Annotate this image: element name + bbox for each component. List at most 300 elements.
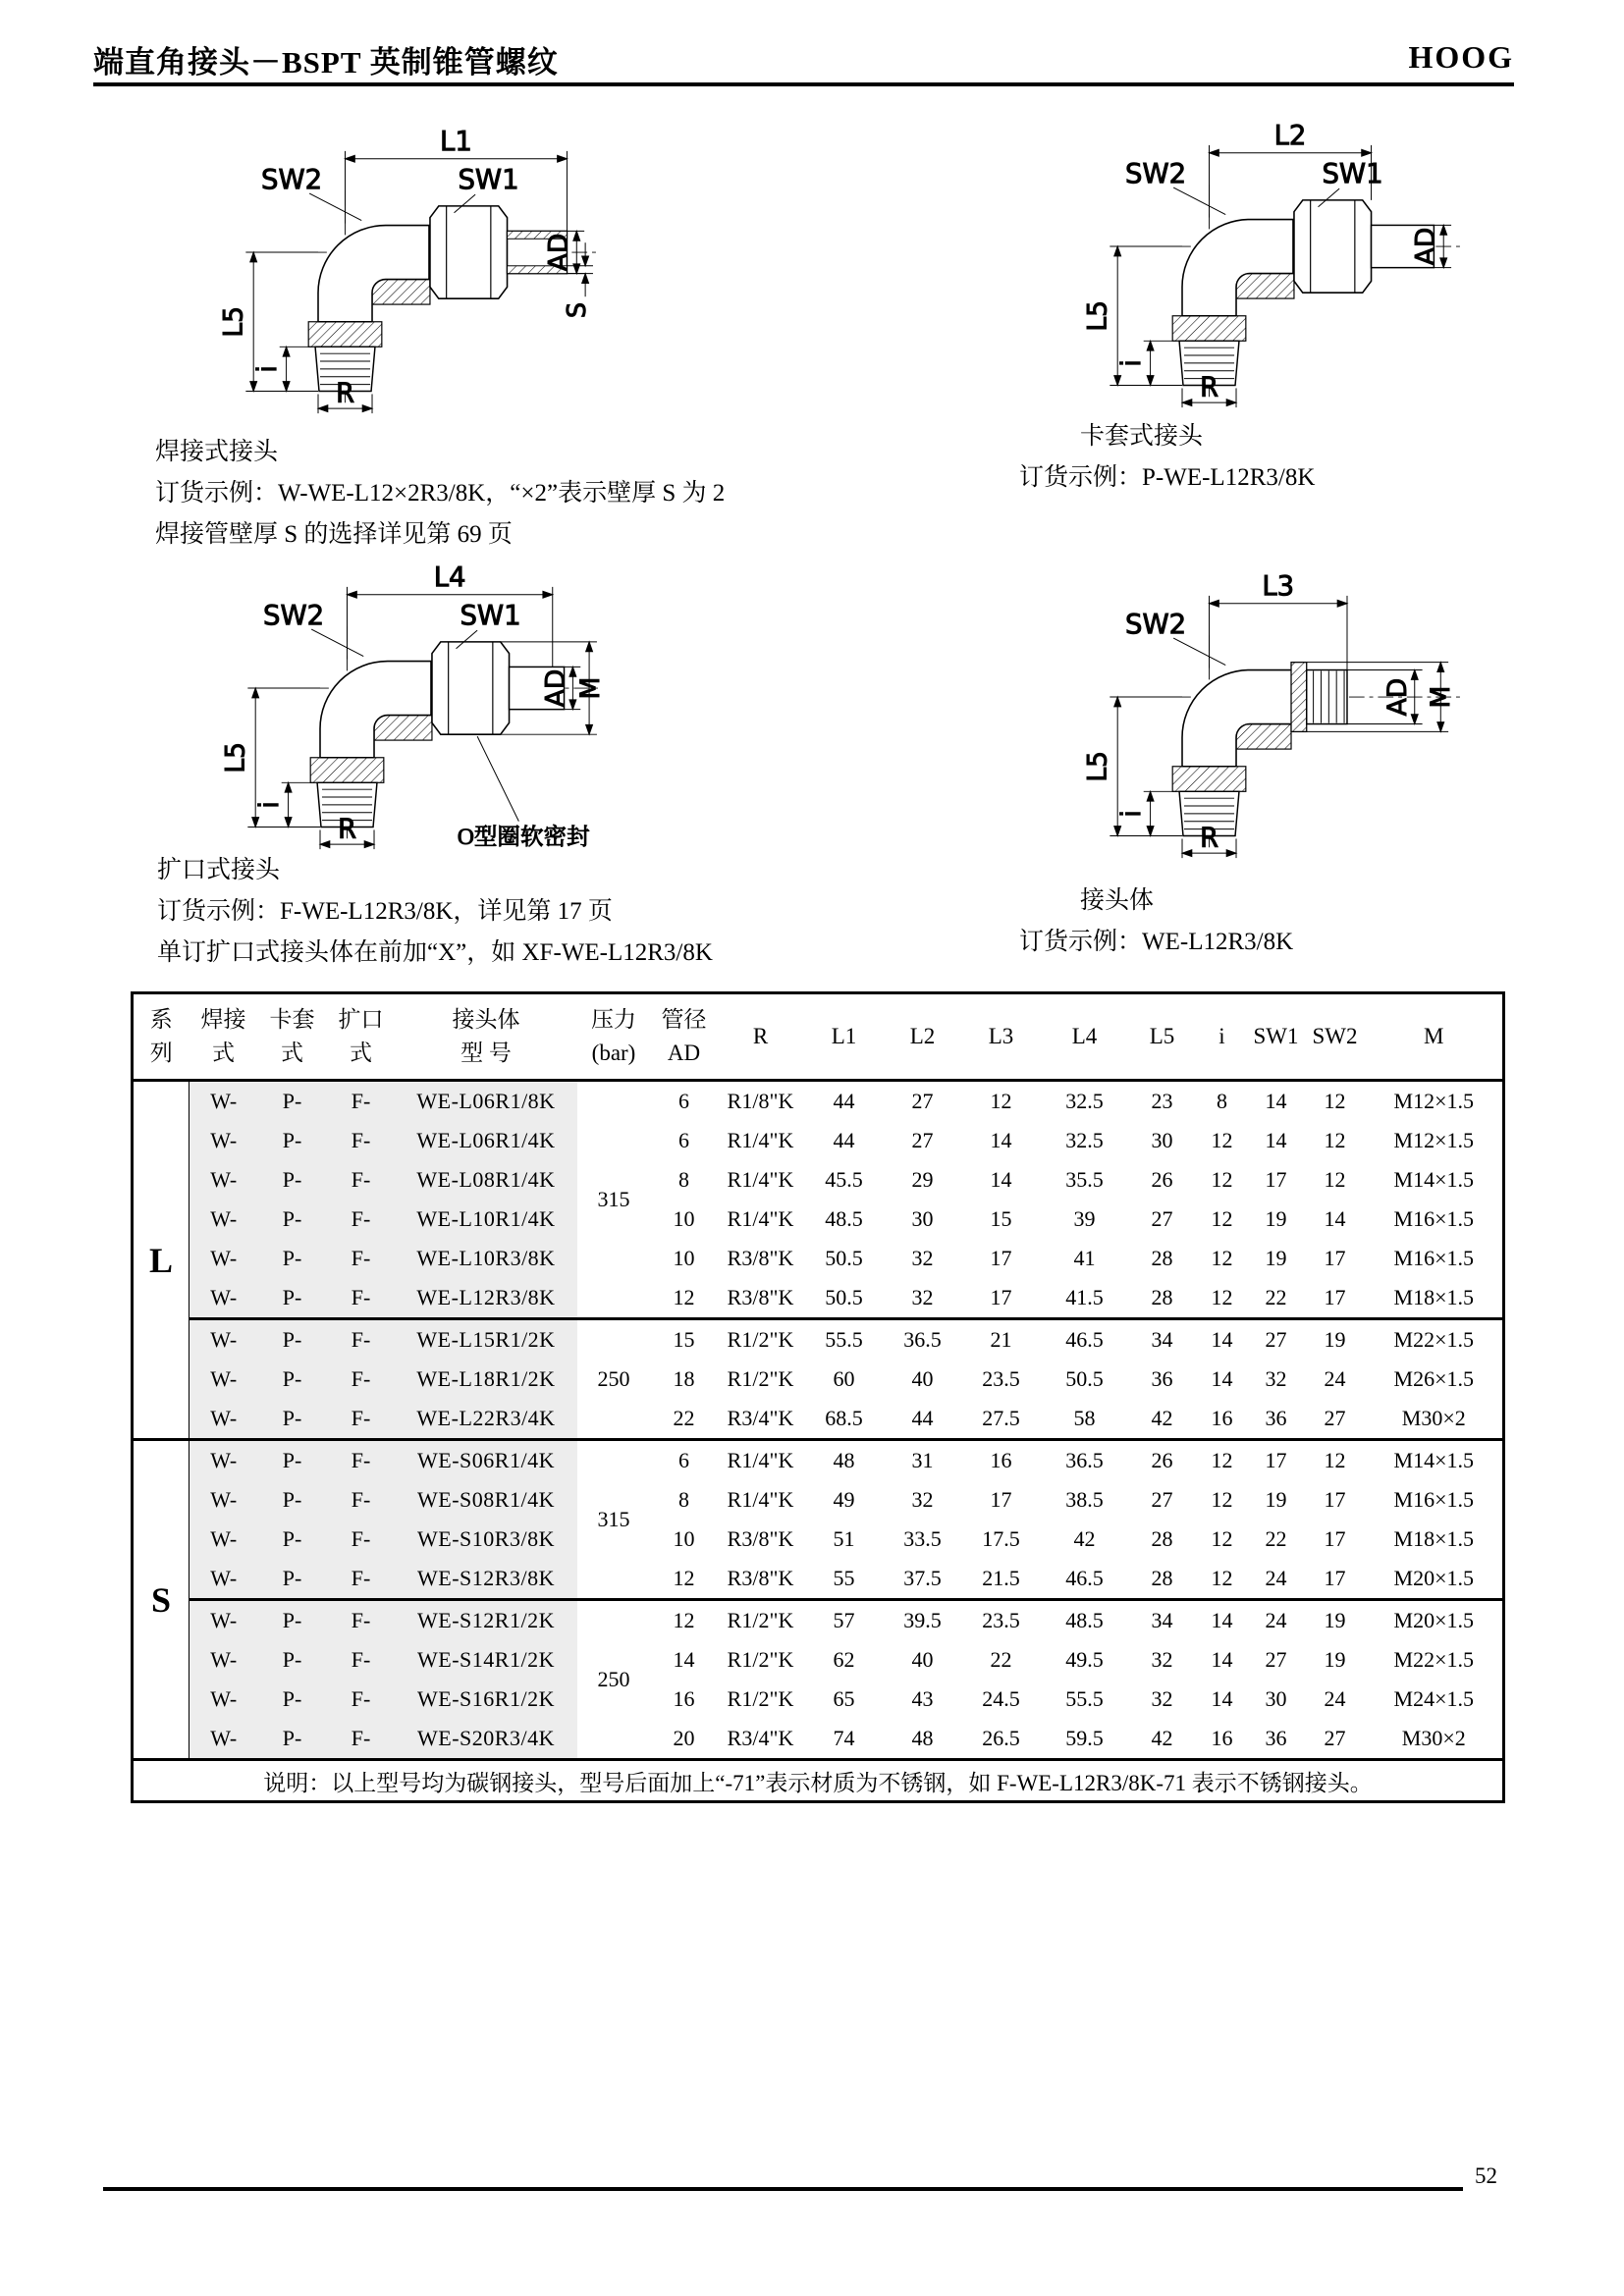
col-header	[327, 993, 396, 1081]
cell-pressure: 315	[577, 1440, 651, 1600]
cell-weld: W-	[189, 1239, 258, 1278]
cell-ferrule: P-	[258, 1200, 327, 1239]
dim-label: L5	[220, 741, 251, 774]
dim-label: L5	[218, 305, 249, 338]
cell-l3: 17	[990, 1487, 1012, 1512]
cell-r: R3/8"K	[727, 1566, 794, 1590]
cell-l4: 32.5	[1065, 1089, 1104, 1113]
elbow-tube	[1182, 220, 1293, 316]
sw2-label: SW2	[263, 600, 325, 632]
cell-ferrule: P-	[258, 1239, 327, 1278]
caption-line: 焊接式接头	[155, 439, 279, 465]
cell-ad: 20	[673, 1726, 695, 1750]
cell-sw1: 27	[1248, 1319, 1305, 1361]
cell-model: WE-S16R1/2K	[396, 1680, 577, 1719]
cell-weld: W-	[189, 1559, 258, 1600]
table-row	[133, 1121, 1504, 1160]
diagram-drawing-welded	[137, 90, 609, 418]
cell-l3: 14	[990, 1167, 1012, 1192]
cell-i: 12	[1211, 1566, 1233, 1590]
cell-model: WE-L10R3/8K	[396, 1239, 577, 1278]
cell-l2: 32	[911, 1246, 934, 1270]
cell-ad: 6	[678, 1128, 689, 1152]
cell-ad: 16	[673, 1686, 695, 1711]
cell-l2: 30	[911, 1206, 934, 1231]
cell-ad: 6	[651, 1440, 718, 1481]
cell-sw2: 19	[1305, 1600, 1366, 1641]
cell-l4: 59.5	[1065, 1726, 1104, 1750]
cell-model: WE-L06R1/8K	[396, 1081, 577, 1122]
elbow-tube	[1182, 670, 1293, 767]
table-row	[133, 1559, 1504, 1600]
dim-label: R	[1199, 371, 1219, 403]
cell-i: 12	[1211, 1526, 1233, 1551]
cell-flare: F-	[327, 1278, 396, 1319]
cell-l5: 27	[1151, 1206, 1173, 1231]
dim-label: R	[1199, 822, 1219, 854]
dim-label: R	[337, 813, 357, 845]
cell-sw1: 36	[1265, 1726, 1287, 1750]
cell-l5: 28	[1151, 1526, 1173, 1551]
cell-l2: 29	[911, 1167, 934, 1192]
cell-r: R1/2"K	[727, 1366, 794, 1391]
cell-l1: 50.5	[825, 1285, 863, 1309]
cell-l5: 27	[1151, 1487, 1173, 1512]
cell-r: R1/2"K	[727, 1686, 794, 1711]
caption-line: 订货示例：P-WE-L12R3/8K	[1019, 464, 1316, 491]
cell-flare: F-	[327, 1360, 396, 1399]
cell-l5: 34	[1128, 1319, 1197, 1361]
cell-ad: 10	[673, 1246, 695, 1270]
cell-weld: W-	[189, 1680, 258, 1719]
cell-l4: 50.5	[1065, 1366, 1104, 1391]
dim-label: S	[563, 301, 593, 319]
diagram-caption	[1019, 416, 1315, 499]
col-header-line: 系	[149, 1007, 173, 1032]
cell-l3: 21.5	[982, 1566, 1020, 1590]
cell-l5: 26	[1128, 1440, 1197, 1481]
col-header-line: 压力	[591, 1007, 636, 1032]
cell-sw2: 24	[1324, 1366, 1346, 1391]
cell-m: M26×1.5	[1393, 1366, 1474, 1391]
cell-flare: F-	[327, 1081, 396, 1122]
cell-model: WE-L15R1/2K	[396, 1319, 577, 1361]
cell-l2: 40	[911, 1647, 934, 1672]
cell-l2: 32	[911, 1487, 934, 1512]
col-header	[718, 993, 804, 1081]
cell-l4: 32.5	[1065, 1128, 1104, 1152]
cell-model: WE-L22R3/4K	[396, 1399, 577, 1440]
cell-weld: W-	[189, 1121, 258, 1160]
cell-l5: 42	[1151, 1726, 1173, 1750]
cell-ad: 10	[673, 1206, 695, 1231]
hex-nut	[430, 206, 508, 298]
cell-l1: 48	[804, 1440, 885, 1481]
table-note: 说明：以上型号均为碳钢接头，型号后面加上“-71”表示材质为不锈钢，如 F-WE-L12R3/8K-71 表示不锈钢接头。	[133, 1760, 1504, 1802]
cell-ferrule: P-	[258, 1319, 327, 1361]
col-header-line: 式	[281, 1041, 303, 1065]
dim-label: M	[1426, 685, 1457, 709]
col-header-line: L1	[831, 1024, 857, 1048]
col-header-line: 扩口	[338, 1007, 384, 1032]
cell-model: WE-S20R3/4K	[396, 1719, 577, 1760]
cell-ferrule: P-	[258, 1480, 327, 1520]
table-row	[133, 1278, 1504, 1319]
cell-sw2: 12	[1324, 1167, 1346, 1192]
cell-m: M12×1.5	[1393, 1089, 1474, 1113]
cell-weld: W-	[189, 1278, 258, 1319]
cell-flare: F-	[327, 1640, 396, 1680]
cell-sw1: 30	[1265, 1686, 1287, 1711]
cell-flare: F-	[327, 1440, 396, 1481]
series-label: S	[133, 1440, 189, 1760]
cell-sw2: 27	[1324, 1406, 1346, 1430]
col-header-line: SW1	[1253, 1024, 1299, 1048]
table-row	[133, 1640, 1504, 1680]
col-header	[804, 993, 885, 1081]
cell-flare: F-	[327, 1200, 396, 1239]
caption-line: 焊接管壁厚 S 的选择详见第 69 页	[155, 521, 513, 548]
dim-label: L3	[1262, 569, 1295, 602]
cell-l2: 43	[911, 1686, 934, 1711]
cell-l1: 65	[833, 1686, 855, 1711]
caption-line: 订货示例：WE-L12R3/8K	[1019, 929, 1294, 955]
cell-m: M16×1.5	[1393, 1487, 1474, 1512]
cell-l2: 27	[911, 1089, 934, 1113]
cell-l3: 23.5	[961, 1600, 1042, 1641]
dim-label: L5	[1082, 299, 1113, 332]
col-header-line: R	[752, 1024, 769, 1048]
cell-ferrule: P-	[258, 1520, 327, 1559]
cell-weld: W-	[189, 1319, 258, 1361]
cell-model: WE-S10R3/8K	[396, 1520, 577, 1559]
col-header	[1128, 993, 1197, 1081]
cell-model: WE-S12R1/2K	[396, 1600, 577, 1641]
cell-l3: 17	[990, 1285, 1012, 1309]
cell-ferrule: P-	[258, 1640, 327, 1680]
cell-model: WE-L06R1/4K	[396, 1121, 577, 1160]
cell-ad: 8	[678, 1167, 689, 1192]
col-header-line: AD	[667, 1041, 701, 1065]
dim-label: L4	[433, 561, 466, 593]
cell-model: WE-L08R1/4K	[396, 1160, 577, 1200]
cell-l1: 62	[833, 1647, 855, 1672]
cell-m: M22×1.5	[1366, 1319, 1504, 1361]
cell-weld: W-	[189, 1360, 258, 1399]
cell-model: WE-S08R1/4K	[396, 1480, 577, 1520]
diagram-caption	[157, 850, 713, 974]
fitting-body	[1172, 767, 1246, 792]
caption-line: 单订扩口式接头体在前加“X”，如 XF-WE-L12R3/8K	[157, 939, 713, 966]
cell-weld: W-	[189, 1440, 258, 1481]
cell-l1: 45.5	[825, 1167, 863, 1192]
col-header	[961, 993, 1042, 1081]
cell-sw1: 22	[1265, 1285, 1287, 1309]
caption-line: 订货示例：F-WE-L12R3/8K，详见第 17 页	[157, 898, 613, 925]
cell-l1: 57	[804, 1600, 885, 1641]
table-row	[133, 1200, 1504, 1239]
cell-weld: W-	[189, 1600, 258, 1641]
cell-l3: 16	[961, 1440, 1042, 1481]
cell-l5: 26	[1151, 1167, 1173, 1192]
cell-sw2: 27	[1324, 1726, 1346, 1750]
oring-annotation: O型圈软密封	[457, 825, 590, 851]
sw1-label: SW1	[1322, 158, 1383, 190]
cell-ad: 8	[678, 1487, 689, 1512]
cell-r: R3/8"K	[727, 1285, 794, 1309]
cell-i: 14	[1197, 1319, 1248, 1361]
cell-ferrule: P-	[258, 1121, 327, 1160]
page-number: 52	[1475, 2163, 1497, 2188]
col-header-line: L4	[1071, 1024, 1098, 1048]
cell-m: M14×1.5	[1366, 1440, 1504, 1481]
cell-m: M30×2	[1401, 1406, 1466, 1430]
col-header-line: i	[1218, 1024, 1225, 1048]
cell-ad: 10	[673, 1526, 695, 1551]
cell-ferrule: P-	[258, 1081, 327, 1122]
cell-i: 12	[1211, 1128, 1233, 1152]
dim-label: L1	[440, 125, 472, 157]
cell-model: WE-L12R3/8K	[396, 1278, 577, 1319]
sw2-label: SW2	[261, 164, 323, 196]
col-header-line: 接头体	[452, 1007, 520, 1032]
col-header-line: 式	[350, 1041, 372, 1065]
dim-label: i	[1115, 359, 1147, 367]
diagram-drawing-ferrule	[1001, 84, 1473, 412]
cell-l4: 41.5	[1065, 1285, 1104, 1309]
cell-weld: W-	[189, 1520, 258, 1559]
cell-i: 16	[1211, 1726, 1233, 1750]
cell-ferrule: P-	[258, 1440, 327, 1481]
col-header-line: 管径	[661, 1007, 707, 1032]
cell-m: M16×1.5	[1393, 1246, 1474, 1270]
cell-model: WE-L10R1/4K	[396, 1200, 577, 1239]
cell-m: M20×1.5	[1393, 1566, 1474, 1590]
dim-label: M	[574, 676, 606, 700]
col-header	[133, 993, 189, 1081]
col-header-line: 卡套	[269, 1007, 315, 1032]
cell-m: M18×1.5	[1393, 1526, 1474, 1551]
cell-sw2: 19	[1324, 1647, 1346, 1672]
caption-line: 卡套式接头	[1080, 423, 1204, 450]
cell-l1: 55	[833, 1566, 855, 1590]
cell-ferrule: P-	[258, 1360, 327, 1399]
dim-label: i	[253, 801, 285, 809]
cell-sw2: 17	[1324, 1526, 1346, 1551]
table-row	[133, 1081, 1504, 1122]
table-row	[133, 1360, 1504, 1399]
cell-l4: 46.5	[1065, 1566, 1104, 1590]
cell-m: M24×1.5	[1393, 1686, 1474, 1711]
cell-flare: F-	[327, 1319, 396, 1361]
dim-label: AD	[540, 668, 571, 708]
cell-ad: 12	[673, 1566, 695, 1590]
col-header	[396, 993, 577, 1081]
sw1-label: SW1	[458, 164, 519, 196]
cell-ferrule: P-	[258, 1160, 327, 1200]
cell-flare: F-	[327, 1520, 396, 1559]
table-row	[133, 1319, 1504, 1361]
cell-m: M14×1.5	[1393, 1167, 1474, 1192]
cell-l4: 48.5	[1042, 1600, 1128, 1641]
col-header	[1197, 993, 1248, 1081]
cell-l4: 41	[1073, 1246, 1096, 1270]
col-header	[1305, 993, 1366, 1081]
cell-r: R1/4"K	[727, 1206, 794, 1231]
diagram-welded	[137, 90, 726, 548]
cell-l2: 33.5	[903, 1526, 942, 1551]
cell-i: 16	[1211, 1406, 1233, 1430]
caption-line: 订货示例：W-WE-L12×2R3/8K，“×2”表示壁厚 S 为 2	[155, 480, 726, 507]
cell-flare: F-	[327, 1600, 396, 1641]
table-row	[133, 1680, 1504, 1719]
cell-r: R3/8"K	[727, 1246, 794, 1270]
cell-ad: 22	[673, 1406, 695, 1430]
cell-r: R3/8"K	[727, 1526, 794, 1551]
cell-flare: F-	[327, 1399, 396, 1440]
table-note-row	[133, 1760, 1504, 1802]
cell-i: 8	[1217, 1089, 1227, 1113]
male-thread-end	[1307, 670, 1347, 724]
dim-label: AD	[543, 233, 574, 272]
cell-ferrule: P-	[258, 1600, 327, 1641]
cell-i: 12	[1211, 1246, 1233, 1270]
table-row	[133, 1719, 1504, 1760]
cell-l3: 14	[990, 1128, 1012, 1152]
cell-weld: W-	[189, 1200, 258, 1239]
cell-pressure: 250	[577, 1319, 651, 1440]
cell-sw1: 17	[1248, 1440, 1305, 1481]
fitting-body	[1172, 316, 1246, 342]
col-header	[1366, 993, 1504, 1081]
cell-l2: 40	[911, 1366, 934, 1391]
dim-label: R	[335, 377, 355, 409]
cell-sw2: 12	[1324, 1128, 1346, 1152]
cell-flare: F-	[327, 1121, 396, 1160]
cell-l3: 24.5	[982, 1686, 1020, 1711]
cell-sw2: 24	[1324, 1686, 1346, 1711]
cell-ad: 6	[678, 1089, 689, 1113]
cell-l4: 38.5	[1065, 1487, 1104, 1512]
cell-l5: 30	[1151, 1128, 1173, 1152]
cell-l2: 27	[911, 1128, 934, 1152]
cell-l2: 44	[911, 1406, 934, 1430]
cell-l3: 15	[990, 1206, 1012, 1231]
cell-flare: F-	[327, 1559, 396, 1600]
cell-ferrule: P-	[258, 1680, 327, 1719]
spec-table	[131, 991, 1505, 1803]
cell-i: 14	[1197, 1600, 1248, 1641]
table-row	[133, 1239, 1504, 1278]
cell-sw1: 24	[1248, 1600, 1305, 1641]
diagram-drawing-flare	[139, 526, 611, 854]
col-header-line: M	[1424, 1024, 1444, 1048]
cell-l5: 34	[1128, 1600, 1197, 1641]
cell-i: 12	[1211, 1487, 1233, 1512]
cell-l3: 17.5	[982, 1526, 1020, 1551]
cell-m: M16×1.5	[1393, 1206, 1474, 1231]
cell-i: 12	[1211, 1206, 1233, 1231]
cell-l5: 28	[1151, 1285, 1173, 1309]
sw2-label: SW2	[1125, 158, 1187, 190]
col-header-line: SW2	[1312, 1024, 1358, 1048]
cell-l5: 32	[1151, 1686, 1173, 1711]
elbow-tube	[320, 662, 431, 758]
col-header	[1042, 993, 1128, 1081]
cell-l4: 49.5	[1065, 1647, 1104, 1672]
cell-weld: W-	[189, 1480, 258, 1520]
cell-i: 12	[1197, 1440, 1248, 1481]
cell-ferrule: P-	[258, 1719, 327, 1760]
cell-m: M30×2	[1401, 1726, 1466, 1750]
dim-label: AD	[1410, 227, 1441, 266]
sw1-label: SW1	[460, 600, 521, 632]
col-header	[885, 993, 961, 1081]
collar	[1291, 663, 1307, 732]
cell-model: WE-S12R3/8K	[396, 1559, 577, 1600]
cell-l2: 32	[911, 1285, 934, 1309]
dim-label: i	[251, 365, 283, 373]
cell-weld: W-	[189, 1081, 258, 1122]
cell-l2: 31	[885, 1440, 961, 1481]
caption-line: 扩口式接头	[157, 857, 281, 883]
col-header	[1248, 993, 1305, 1081]
diagram-drawing-body	[1001, 535, 1473, 863]
cell-r: R1/4"K	[727, 1128, 794, 1152]
cell-l5: 28	[1151, 1566, 1173, 1590]
cell-sw2: 14	[1324, 1206, 1346, 1231]
table-row	[133, 1600, 1504, 1641]
cell-r: R1/2"K	[727, 1647, 794, 1672]
series-label: L	[133, 1081, 189, 1440]
cell-sw2: 17	[1324, 1246, 1346, 1270]
cell-l1: 51	[833, 1526, 855, 1551]
cell-sw2: 19	[1305, 1319, 1366, 1361]
cell-l4: 39	[1073, 1206, 1096, 1231]
cell-l2: 37.5	[903, 1566, 942, 1590]
cell-l4: 58	[1073, 1406, 1096, 1430]
dim-label: i	[1115, 810, 1147, 818]
col-header-line: L2	[909, 1024, 936, 1048]
cell-r: R1/8"K	[727, 1089, 794, 1113]
cell-weld: W-	[189, 1640, 258, 1680]
cell-l3: 12	[990, 1089, 1012, 1113]
cell-sw2: 17	[1324, 1487, 1346, 1512]
col-header	[258, 993, 327, 1081]
cell-l1: 49	[833, 1487, 855, 1512]
cell-l3: 21	[961, 1319, 1042, 1361]
col-header-line: 式	[212, 1041, 235, 1065]
cell-weld: W-	[189, 1719, 258, 1760]
cell-m: M12×1.5	[1393, 1128, 1474, 1152]
cell-weld: W-	[189, 1399, 258, 1440]
cell-l1: 68.5	[825, 1406, 863, 1430]
cell-l1: 44	[833, 1089, 855, 1113]
col-header-line: L3	[988, 1024, 1014, 1048]
diagram-flare	[139, 526, 713, 966]
cell-ferrule: P-	[258, 1399, 327, 1440]
cell-l1: 60	[833, 1366, 855, 1391]
cell-flare: F-	[327, 1680, 396, 1719]
cell-r: R1/2"K	[718, 1319, 804, 1361]
cell-flare: F-	[327, 1719, 396, 1760]
cell-r: R3/4"K	[727, 1726, 794, 1750]
cell-i: 14	[1211, 1366, 1233, 1391]
cell-sw1: 36	[1265, 1406, 1287, 1430]
cell-m: M20×1.5	[1366, 1600, 1504, 1641]
cell-m: M22×1.5	[1393, 1647, 1474, 1672]
table-row	[133, 1440, 1504, 1481]
